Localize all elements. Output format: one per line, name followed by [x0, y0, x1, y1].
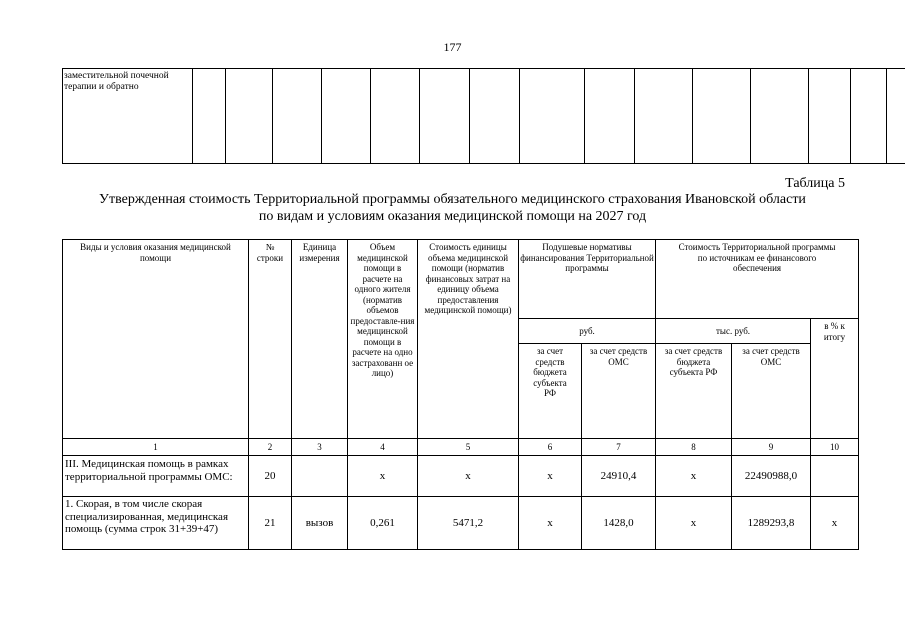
previous-table-fragment	[62, 68, 905, 164]
row-cost-oms: 22490988,0	[732, 456, 811, 497]
row-unit	[292, 456, 348, 497]
table-row	[63, 456, 859, 497]
header-line-number: № строки	[249, 240, 292, 439]
table-title-line2: по видам и условиям оказания медицинской помощи на 2027 год	[258, 209, 647, 224]
row-percent: х	[811, 497, 859, 550]
column-number: 9	[732, 439, 811, 456]
header-cost-oms: за счет средств ОМС	[732, 344, 811, 439]
header-rub: руб.	[519, 319, 656, 344]
table-title-line1: Утвержденная стоимость Территориальной программы обязательного медицинского страхования Ивановской области	[99, 192, 806, 207]
row-pc-budget: х	[519, 456, 582, 497]
header-cost-group: Стоимость Территориальной программы по источникам ее финансового обеспечения	[656, 240, 859, 319]
row-cost-budget: х	[656, 456, 732, 497]
column-number: 3	[292, 439, 348, 456]
column-number: 8	[656, 439, 732, 456]
row-name: III. Медицинская помощь в рамках территориальной программы ОМС:	[63, 456, 249, 497]
header-type-of-care: Виды и условия оказания медицинской помощи	[63, 240, 249, 439]
page-number: 177	[443, 40, 462, 54]
row-cost-oms: 1289293,8	[732, 497, 811, 550]
row-line: 21	[249, 497, 292, 550]
header-unit-cost: Стоимость единицы объема медицинской помощи (норматив финансовых затрат на единицу объема предоставления медицинской помощи)	[418, 240, 519, 439]
header-pc-budget: за счет средств бюджета субъекта РФ	[519, 344, 582, 439]
column-number: 2	[249, 439, 292, 456]
header-percent: в % к итогу	[811, 319, 859, 439]
row-cost: 5471,2	[418, 497, 519, 550]
column-number: 4	[348, 439, 418, 456]
header-per-capita-group: Подушевые нормативы финансирования Территориальной программы	[519, 240, 656, 319]
row-volume: 0,261	[348, 497, 418, 550]
row-volume: х	[348, 456, 418, 497]
row-pc-oms: 24910,4	[582, 456, 656, 497]
row-percent	[811, 456, 859, 497]
row-pc-budget: х	[519, 497, 582, 550]
row-cost: х	[418, 456, 519, 497]
column-number: 1	[63, 439, 249, 456]
table-title	[50, 191, 855, 225]
header-cost-budget: за счет средств бюджета субъекта РФ	[656, 344, 732, 439]
header-volume: Объем медицинской помощи в расчете на одного жителя (норматив объемов предоставле-ния медицинской помощи в расчете на одно застрахованн ое лицо)	[348, 240, 418, 439]
header-thous-rub: тыс. руб.	[656, 319, 811, 344]
row-line: 20	[249, 456, 292, 497]
row-name: 1. Скорая, в том числе скорая специализированная, медицинская помощь (сумма строк 31+39+47)	[63, 497, 249, 550]
table-row	[63, 497, 859, 550]
column-number: 7	[582, 439, 656, 456]
column-number: 6	[519, 439, 582, 456]
row-unit: вызов	[292, 497, 348, 550]
header-pc-oms: за счет средств ОМС	[582, 344, 656, 439]
column-number: 10	[811, 439, 859, 456]
column-number: 5	[418, 439, 519, 456]
header-unit: Единица измерения	[292, 240, 348, 439]
row-pc-oms: 1428,0	[582, 497, 656, 550]
fragment-row-label: заместительной почечной терапии и обратно	[63, 69, 193, 164]
cost-table	[62, 239, 859, 550]
table-label: Таблица 5	[785, 176, 845, 191]
row-cost-budget: х	[656, 497, 732, 550]
